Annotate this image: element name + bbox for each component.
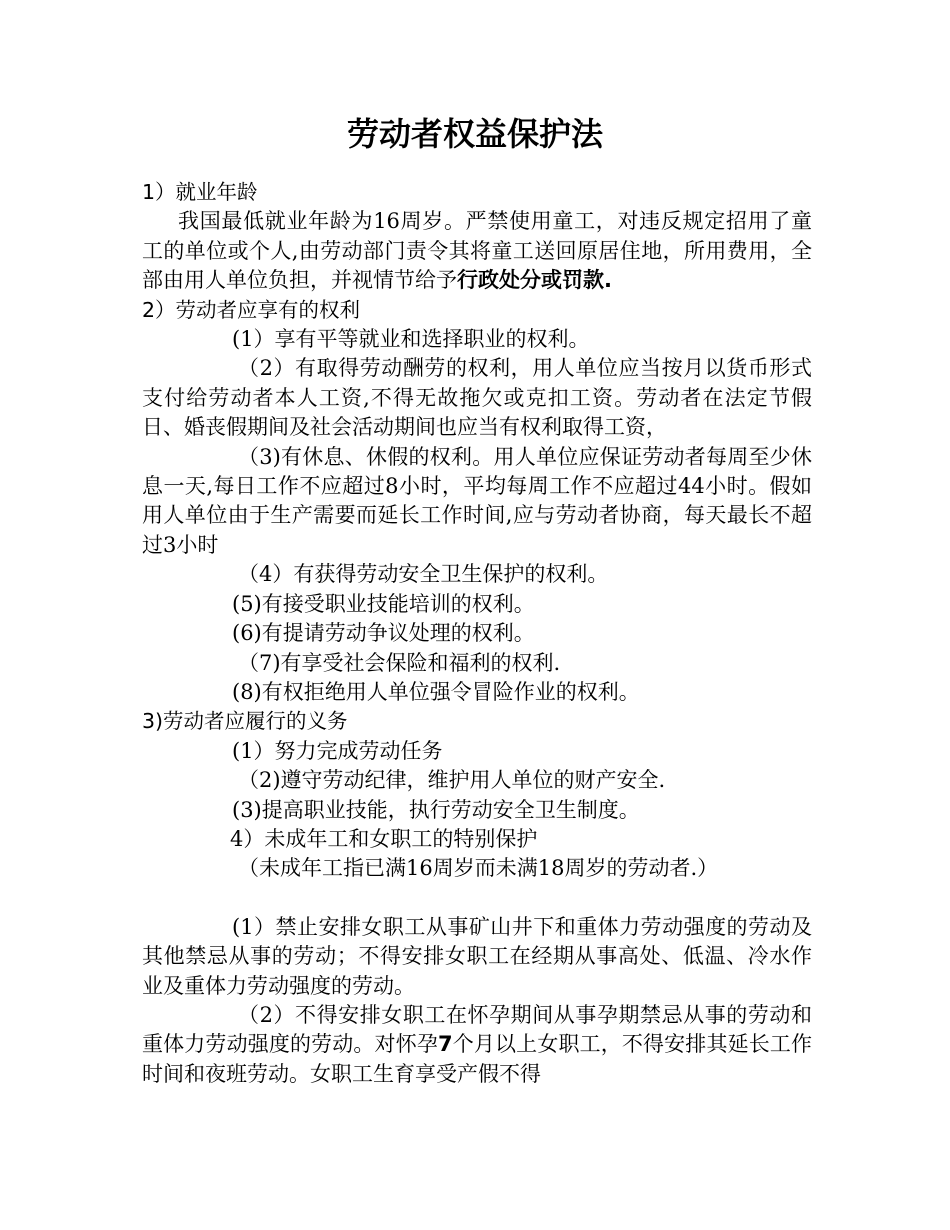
rights-item-8: (8)有权拒绝用人单位强令冒险作业的权利。 (232, 679, 640, 704)
rights-item-7: （7)有享受社会保险和福利的权利. (238, 650, 561, 675)
rights-item-6: (6)有提请劳动争议处理的权利。 (232, 621, 535, 646)
paragraph-text: 个月以上女职工，不得安排其延长工作时间和夜班劳动。女职工生育享受产假不得 (142, 1032, 813, 1086)
protection-item-2 (142, 1001, 812, 1089)
section-heading-employment-age: 1）就业年龄 (142, 180, 258, 204)
section-heading-special-protection: 4）未成年工和女职工的特别保护 (230, 826, 538, 851)
bold-phrase: 行政处分或罚款. (457, 268, 612, 293)
duties-item-3: (3)提高职业技能，执行劳动安全卫生制度。 (232, 797, 640, 822)
paragraph-employment-age (142, 207, 812, 295)
document-body (142, 178, 812, 1089)
rights-item-3: （3)有休息、休假的权利。用人单位应保证劳动者每周至少休息一天,每日工作不应超过8小时，平均每周工作不应超过44小时。假如用人单位由于生产需要而延长工作时间,应与劳动者协商，每天最长不超过3小时 (142, 444, 812, 557)
rights-item-2: （2）有取得劳动酬劳的权利，用人单位应当按月以货币形式支付给劳动者本人工资,不得无故拖欠或克扣工资。劳动者在法定节假日、婚丧假期间及社会活动期间也应当有权利取得工资， (142, 356, 812, 440)
paragraph-text: （2）不得安排女职工在怀孕期间从事孕期禁忌从事的劳动和重体力劳动强度的劳动。对怀孕 (142, 1002, 812, 1057)
duties-item-1: (1）努力完成劳动任务 (232, 738, 443, 763)
section-heading-duties: 3)劳动者应履行的义务 (142, 709, 348, 734)
protection-item-1: (1）禁止安排女职工从事矿山井下和重体力劳动强度的劳动及其他禁忌从事的劳动；不得安排女职工在经期从事高处、低温、冷水作业及重体力劳动强度的劳动。 (142, 914, 812, 998)
minor-worker-note: （未成年工指已满16周岁而未满18周岁的劳动者.） (238, 856, 719, 881)
section-heading-rights: 2）劳动者应享有的权利 (142, 297, 361, 322)
paragraph-text: 我国最低就业年龄为16周岁。严禁使用童工，对违反规定招用了童工的单位或个人,由劳动部门责令其将童工送回原居住地，所用费用，全部由用人单位负担，并视情节给予 (142, 209, 812, 293)
duties-item-2: （2)遵守劳动纪律，维护用人单位的财产安全. (238, 768, 666, 793)
rights-item-1: (1）享有平等就业和选择职业的权利。 (232, 327, 590, 352)
rights-item-5: (5)有接受职业技能培训的权利。 (232, 591, 535, 616)
document-title: 劳动者权益保护法 (346, 115, 603, 153)
bold-number: 7 (437, 1032, 453, 1057)
rights-item-4: （4）有获得劳动安全卫生保护的权利。 (238, 562, 609, 587)
paragraph-gap (142, 884, 812, 913)
